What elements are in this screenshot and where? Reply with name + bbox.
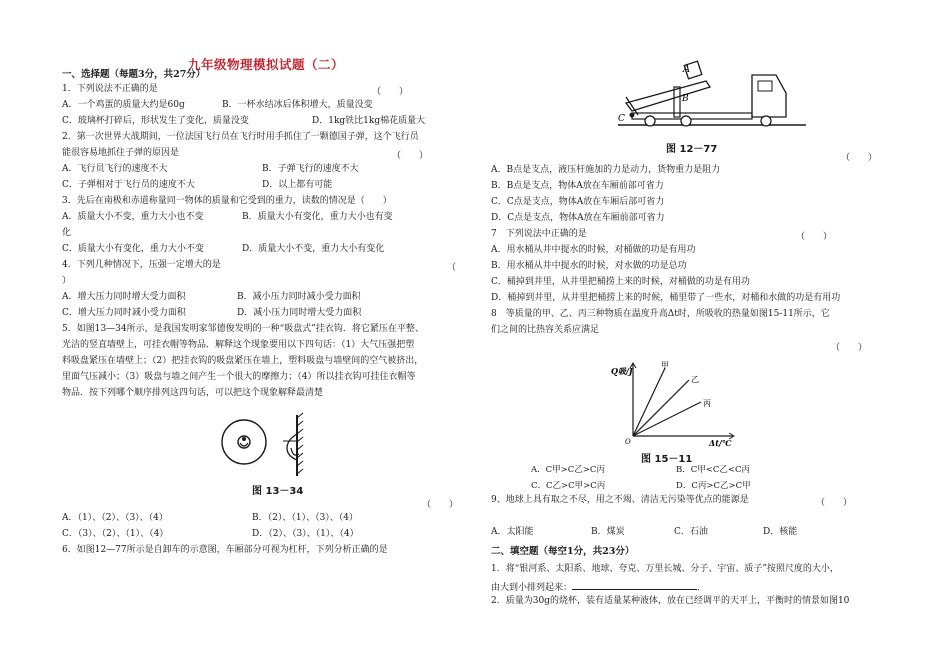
q5-stem-line4: 里面气压减小；（3）吸盘与墙之间产生一个很大的摩擦力；（4）所以挂衣钩可挂住衣帽等 — [62, 372, 416, 382]
f2-line1: 2．质量为30g的烧杯，装有适量某种液体，放在已经调平的天平上，平衡时的情景如图10 — [491, 596, 850, 606]
q5-option-d: D．（2）、（3）、（1）、（4） — [252, 529, 359, 539]
q5-stem-line3: 料吸盘紧压在墙壁上；（2）把挂衣钩的吸盘紧压在墙上，塑料吸盘与墙壁间的空气被挤出， — [62, 356, 424, 366]
dump-truck-figure — [616, 57, 816, 137]
q3-option-b: B．质量大小有变化，重力大小也有变 — [242, 212, 393, 222]
q6-option-d: D．C点是支点，物体A放在车厢前部可省力 — [491, 213, 665, 223]
q5-option-c: C．（3）、（2）、（1）、（4） — [62, 529, 169, 539]
q6-option-c: C．C点是支点，物体A放在车厢后部可省力 — [491, 197, 665, 207]
q4-option-d: D．减小压力同时增大受力面积 — [237, 308, 362, 318]
q9-paren: （ ） — [816, 498, 853, 508]
q3-option-a: A．质量大小不变，重力大小也不变 — [62, 212, 204, 222]
q5-stem-line1: 5．如图13—34所示，是我国发明家邹德俊发明的一种“吸盘式”挂衣钩．将它紧压在平整、 — [62, 324, 424, 334]
q8-option-b: B．C甲<C乙<C丙 — [676, 465, 751, 475]
q8-paren: （ ） — [831, 343, 868, 353]
q7-option-d: D．桶掉到井里，从井里把桶捞上来的时候，桶里带了一些水，对桶和水做的功是有用功 — [491, 293, 841, 303]
q7-paren: （ ） — [796, 232, 833, 242]
q3-stem: 3．先后在南极和赤道称量同一物体的质量和它受到的重力，读数的情况是（ ） — [62, 196, 392, 206]
q6-paren: （ ） — [841, 153, 878, 163]
q2-stem-line1: 2．第一次世界大战期间，一位法国飞行员在飞行时用手抓住了一颗德国子弹，这个飞行员 — [62, 132, 419, 142]
q7-stem: 7 下列说法中正确的是 — [491, 229, 587, 239]
q2-option-b: B．子弹飞行的速度不大 — [262, 164, 359, 174]
graph-origin: O — [625, 438, 631, 446]
q3-option-c: C．质量大小有变化，重力大小不变 — [62, 244, 204, 254]
q1-stem: 1．下列说法不正确的是 — [62, 84, 158, 94]
q1-option-b: B．一杯水结冰后体积增大，质量没变 — [222, 100, 373, 110]
figure-12-77-caption: 图 12－77 — [666, 144, 718, 155]
suction-hook-figure — [217, 410, 347, 480]
f1-line1: 1．将“银河系、太阳系、地球、夸克、万里长城、分子、宇宙、质子”按照尺度的大小， — [491, 564, 839, 574]
q3-option-b-wrap: 化 — [62, 228, 72, 238]
graph-series-bing: 丙 — [703, 399, 711, 408]
q9-option-b: B．煤炭 — [591, 527, 625, 537]
q6-stem: 6．如图12—77所示是自卸车的示意图，车厢部分可视为杠杆，下列分析正确的是 — [62, 545, 388, 555]
q7-option-a: A．用水桶从井中提水的时候，对桶做的功是有用功 — [491, 245, 696, 255]
q8-option-d: D．C丙>C乙>C甲 — [676, 481, 751, 491]
figure-13-34-caption: 图 13－34 — [252, 486, 304, 497]
q4-option-a: A．增大压力同时增大受力面积 — [62, 292, 186, 302]
q8-stem-line1: 8 等质量的甲、乙、丙三种物质在温度升高Δt时，所吸收的热量如图15-11所示，它 — [491, 309, 830, 319]
q8-option-c: C．C乙>C甲>C丙 — [531, 481, 606, 491]
q2-paren: （ ） — [392, 151, 429, 161]
q4-stem: 4．下列几种情况下，压强一定增大的是 — [62, 260, 221, 270]
graph-series-yi: 乙 — [691, 375, 699, 384]
f1-prompt: 由大到小排列起来： — [491, 583, 573, 593]
q2-option-a: A．飞行员飞行的速度不大 — [62, 164, 168, 174]
q8-option-a: A．C甲>C乙>C丙 — [531, 465, 605, 475]
q5-stem-line5: 物品．按下列哪个顺序排列这四句话，可以把这个现象解释最清楚 — [62, 388, 324, 398]
fig-label-b: B — [682, 94, 689, 104]
figure-15-11-caption: 图 15－11 — [641, 454, 693, 465]
q1-option-d: D．1kg铁比1kg棉花质量大 — [312, 116, 426, 126]
f1-end: ． — [697, 583, 707, 593]
q5-stem-line2: 光洁的竖直墙壁上，可挂衣帽等物品．解释这个现象要用以下四句话：（1）大气压强把塑 — [62, 340, 415, 350]
fig-label-c: C — [618, 114, 625, 124]
q1-option-a: A．一个鸡蛋的质量大约是60g — [62, 100, 185, 110]
q6-option-a: A．B点是支点，液压杆施加的力是动力，货物重力是阻力 — [491, 165, 721, 175]
fig-label-a: A — [683, 64, 691, 75]
section-choice-heading: 一、选择题（每题3分，共27分） — [62, 69, 206, 80]
q2-option-d: D．以上都有可能 — [262, 180, 333, 190]
q9-stem: 9、地球上具有取之不尽，用之不竭、清洁无污染等优点的能源是 — [491, 495, 749, 505]
q9-option-a: A．太阳能 — [491, 527, 534, 537]
q4-paren-open: （ — [447, 263, 457, 273]
q5-option-a: A．（1）、（2）、（3）、（4） — [62, 513, 168, 523]
q1-option-c: C．玻璃杯打碎后，形状发生了变化，质量没变 — [62, 116, 249, 126]
exam-title: 九年级物理模拟试题（二） — [188, 57, 345, 72]
q4-option-c: C．增大压力同时减小受力面积 — [62, 308, 186, 318]
f1-line2 — [491, 580, 706, 594]
q5-option-b: B．（2）、（1）、（3）、（4） — [252, 513, 359, 523]
q2-stem-line2: 能很容易地抓住子弹的原因是 — [62, 148, 180, 158]
q7-option-b: B．用水桶从井中提水的时候，对水做的功是总功 — [491, 261, 687, 271]
heat-graph-figure — [611, 358, 746, 448]
q9-option-c: C．石油 — [674, 527, 708, 537]
section-fill-heading: 二、填空题（每空1分，共23分） — [491, 546, 635, 557]
q3-option-d: D．质量大小不变，重力大小有变化 — [242, 244, 385, 254]
graph-series-jia: 甲 — [661, 361, 669, 370]
q6-option-b: B．B点是支点，物体A放在车厢前部可省力 — [491, 181, 664, 191]
q1-paren: （ ） — [372, 87, 409, 97]
graph-xlabel: Δt/℃ — [709, 438, 732, 448]
q4-paren-close: ） — [62, 276, 72, 286]
q2-option-c: C．子弹相对于飞行员的速度不大 — [62, 180, 195, 190]
q8-stem-line2: 们之间的比热容关系应满足 — [491, 325, 600, 335]
q9-option-d: D．核能 — [763, 527, 798, 537]
q4-option-b: B．减小压力同时减小受力面积 — [237, 292, 361, 302]
q7-option-c: C．桶掉到井里，从井里把桶捞上来的时候，对桶做的功是有用功 — [491, 277, 750, 287]
q5-paren: （ ） — [422, 500, 459, 510]
graph-ylabel: Q吸/J — [611, 366, 633, 376]
f1-answer-blank[interactable] — [572, 580, 697, 590]
